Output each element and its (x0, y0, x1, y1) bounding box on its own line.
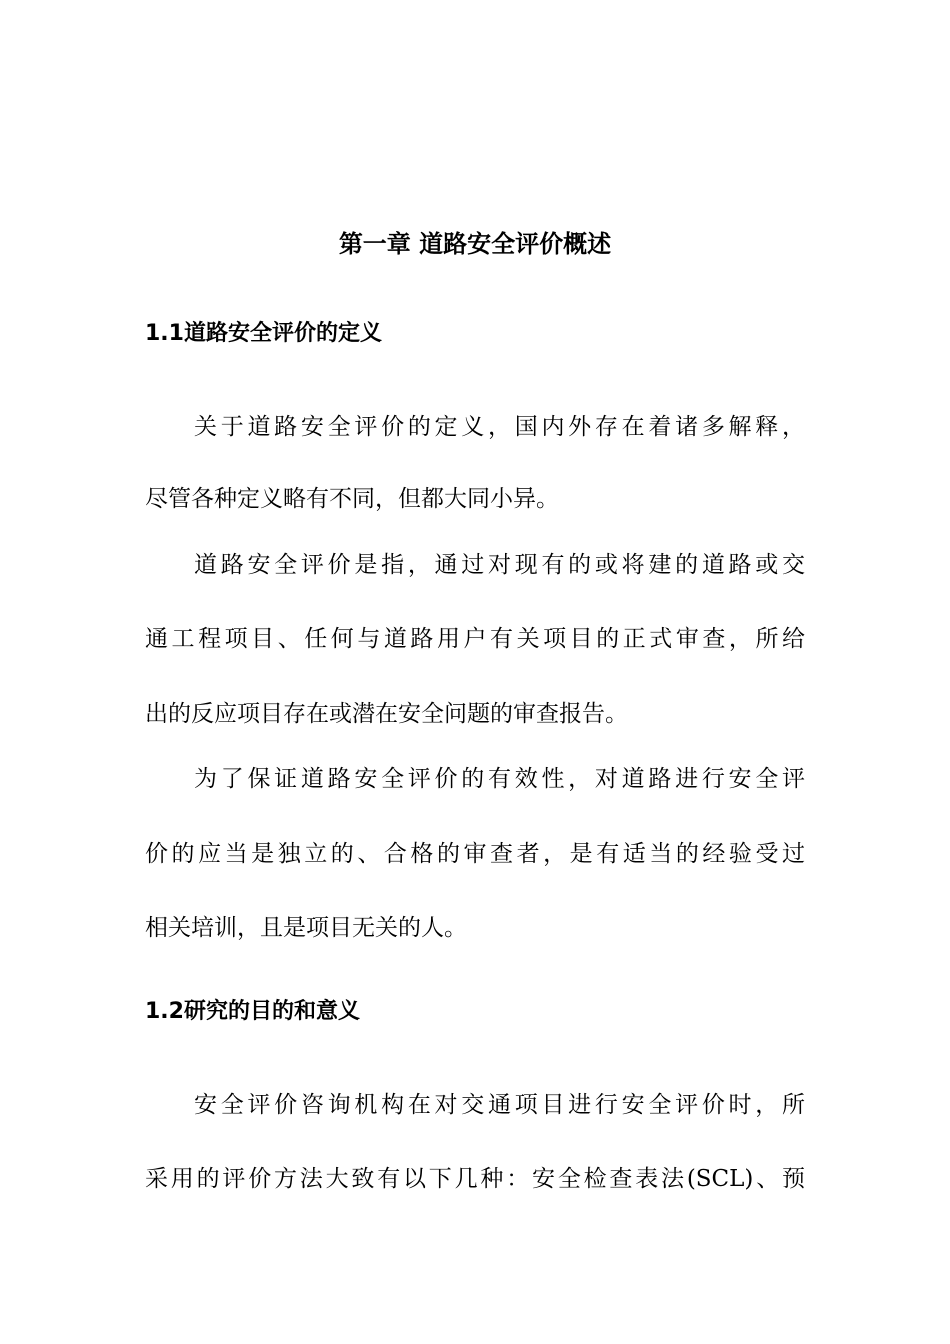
section-heading-1-2: 1.2研究的目的和意义 (145, 999, 360, 1024)
paragraph-line: 价的应当是独立的、合格的审查者，是有适当的经验受过 (145, 841, 805, 867)
paragraph-line: 尽管各种定义略有不同，但都大同小异。 (145, 486, 559, 512)
chapter-title: 第一章 道路安全评价概述 (338, 230, 612, 258)
paragraph-line: 通工程项目、任何与道路用户有关项目的正式审查，所给 (145, 626, 805, 652)
paragraph-line: 出的反应项目存在或潜在安全问题的审查报告。 (145, 701, 628, 727)
section-heading-1-1: 1.1道路安全评价的定义 (145, 321, 382, 346)
paragraph-line: 相关培训，且是项目无关的人。 (145, 915, 467, 941)
paragraph-line: 道路安全评价是指，通过对现有的或将建的道路或交 (194, 552, 805, 578)
paragraph-line: 安全评价咨询机构在对交通项目进行安全评价时，所 (194, 1092, 805, 1118)
paragraph-line: 为了保证道路安全评价的有效性，对道路进行安全评 (194, 766, 805, 792)
paragraph-line: 关于道路安全评价的定义，国内外存在着诸多解释， (194, 414, 805, 440)
paragraph-line: 采用的评价方法大致有以下几种：安全检查表法(SCL)、预 (145, 1166, 805, 1192)
